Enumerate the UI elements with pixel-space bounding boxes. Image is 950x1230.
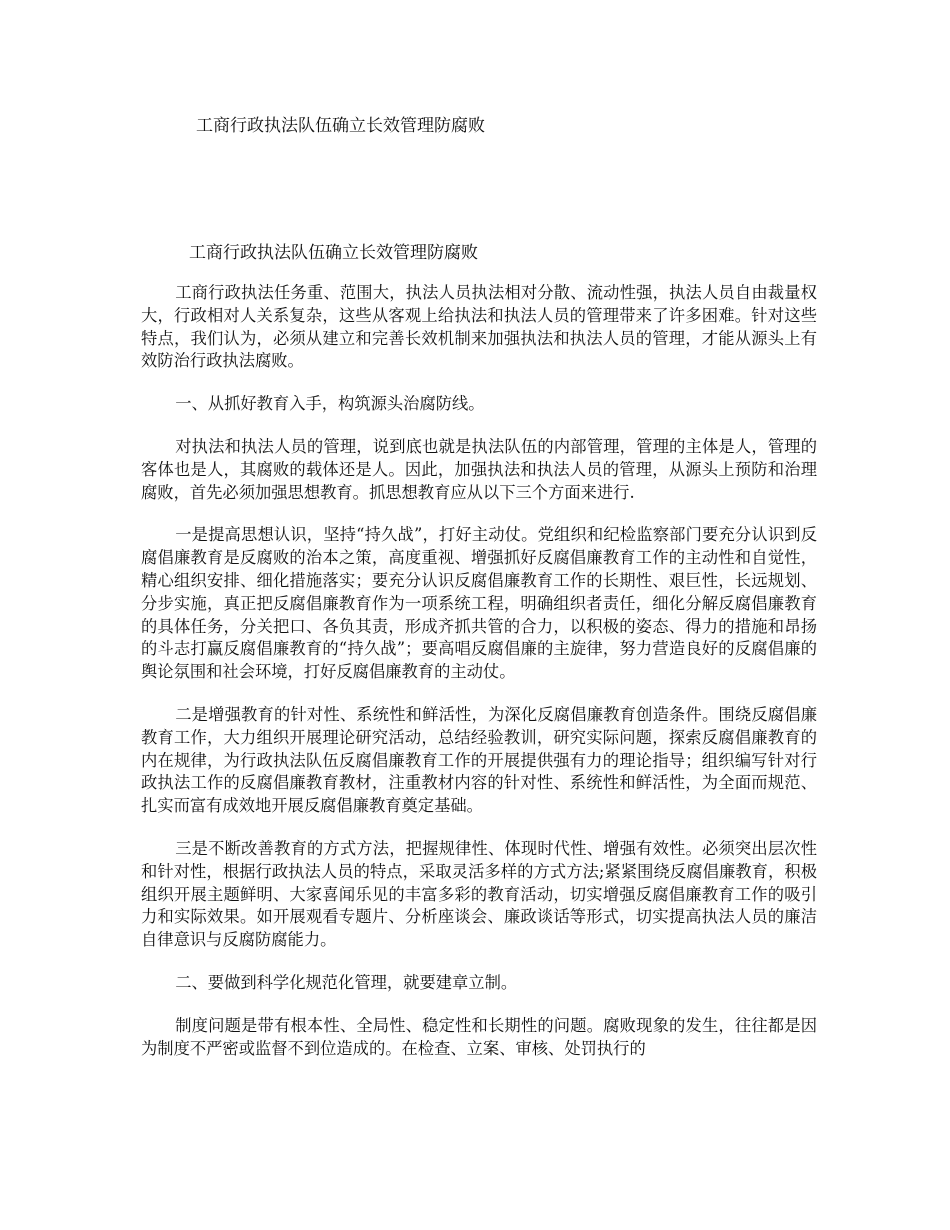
document-title: 工商行政执法队伍确立长效管理防腐败 xyxy=(189,243,478,263)
section-heading-1: 一、从抓好教育入手，构筑源头治腐防线。 xyxy=(175,394,485,414)
paragraph: 对执法和执法人员的管理，说到底也就是执法队伍的内部管理，管理的主体是人，管理的客体也是人，其腐败的载体还是人。因此，加强执法和执法人员的管理，从源头上预防和治理腐败，首先必须加强思想教育。抓思想教育应从以下三个方面来进行. xyxy=(141,436,817,502)
paragraph: 三是不断改善教育的方式方法，把握规律性、体现时代性、增强有效性。必须突出层次性和针对性，根据行政执法人员的特点，采取灵活多样的方式方法;紧紧围绕反腐倡廉教育，积极组织开展主题鲜明、大家喜闻乐见的丰富多彩的教育活动，切实增强反腐倡廉教育工作的吸引力和实际效果。如开展观看专题片、分析座谈会、廉政谈话等形式，切实提高执法人员的廉洁自律意识与反腐防腐能力。 xyxy=(141,838,817,950)
document-body xyxy=(141,282,817,1080)
paragraph: 制度问题是带有根本性、全局性、稳定性和长期性的问题。腐败现象的发生，往往都是因为制度不严密或监督不到位造成的。在检查、立案、审核、处罚执行的 xyxy=(141,1015,817,1058)
page-title: 工商行政执法队伍确立长效管理防腐败 xyxy=(196,116,485,136)
section-heading-2: 二、要做到科学化规范化管理，就要建章立制。 xyxy=(175,972,518,992)
paragraph-intro: 工商行政执法任务重、范围大，执法人员执法相对分散、流动性强，执法人员自由裁量权大，行政相对人关系复杂，这些从客观上给执法和执法人员的管理带来了许多困难。针对这些特点，我们认为，必须从建立和完善长效机制来加强执法和执法人员的管理，才能从源头上有效防治行政执法腐败。 xyxy=(141,283,817,371)
paragraph: 一是提高思想认识，坚持“持久战”，打好主动仗。党组织和纪检监察部门要充分认识到反腐倡廉教育是反腐败的治本之策，高度重视、增强抓好反腐倡廉教育工作的主动性和自觉性，精心组织安排、细化措施落实；要充分认识反腐倡廉教育工作的长期性、艰巨性，长远规划、分步实施，真正把反腐倡廉教育作为一项系统工程，明确组织者责任，细化分解反腐倡廉教育的具体任务，分关把口、各负其责，形成齐抓共管的合力，以积极的姿态、得力的措施和昂扬的斗志打赢反腐倡廉教育的“持久战”；要高唱反腐倡廉的主旋律，努力营造良好的反腐倡廉的舆论氛围和社会环境，打好反腐倡廉教育的主动仗。 xyxy=(141,525,817,682)
paragraph: 二是增强教育的针对性、系统性和鲜活性，为深化反腐倡廉教育创造条件。围绕反腐倡廉教育工作，大力组织开展理论研究活动，总结经验教训，研究实际问题，探索反腐倡廉教育的内在规律，为行政执法队伍反腐倡廉教育工作的开展提供强有力的理论指导；组织编写针对行政执法工作的反腐倡廉教育教材，注重教材内容的针对性、系统性和鲜活性，为全面而规范、扎实而富有成效地开展反腐倡廉教育奠定基础。 xyxy=(141,704,817,816)
